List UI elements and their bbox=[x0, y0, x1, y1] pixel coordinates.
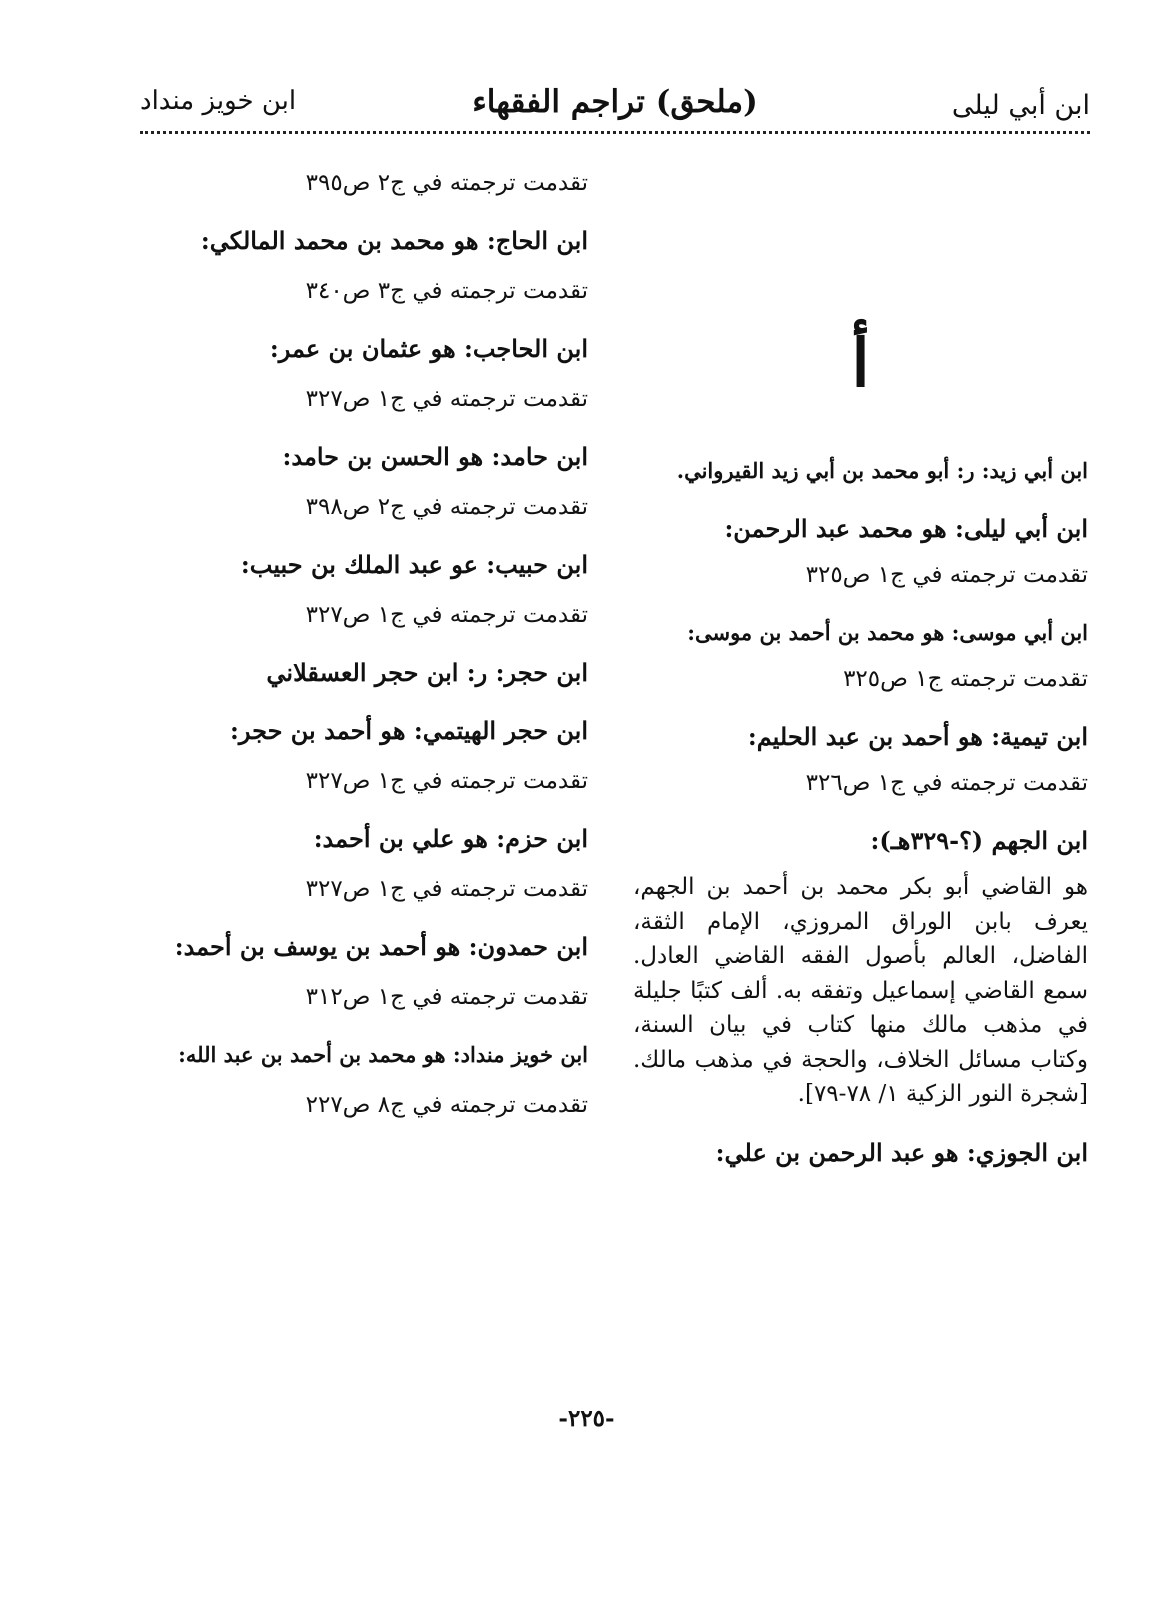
entry bbox=[633, 714, 1088, 806]
entry-heading: ابن أبي موسى: هو محمد بن أحمد بن موسى: bbox=[687, 620, 1088, 645]
entry-heading: ابن حامد: هو الحسن بن حامد: bbox=[282, 442, 588, 471]
entry-reference: تقدمت ترجمته في ج١ ص٣٢٧ bbox=[305, 602, 588, 628]
entry-reference: تقدمت ترجمته في ج٢ ص٣٩٥ bbox=[305, 170, 588, 196]
entry-heading: ابن حبيب: عو عبد الملك بن حبيب: bbox=[240, 550, 588, 579]
section-letter: أ bbox=[851, 324, 870, 402]
entry bbox=[128, 816, 588, 912]
entry-heading: ابن الحاج: هو محمد بن محمد المالكي: bbox=[200, 226, 588, 255]
entry-heading: ابن الحاجب: هو عثمان بن عمر: bbox=[269, 334, 588, 363]
page-number: -٢٢٥- bbox=[558, 1405, 615, 1432]
entry-reference: تقدمت ترجمته في ج١ ص٣٢٥ bbox=[805, 562, 1088, 588]
entry-heading: ابن حمدون: هو أحمد بن يوسف بن أحمد: bbox=[174, 932, 588, 961]
entry bbox=[633, 448, 1088, 494]
header-last-entry: ابن خويز منداد bbox=[140, 86, 297, 116]
entry bbox=[633, 610, 1088, 702]
entry-reference: تقدمت ترجمته في ج٨ ص٢٢٧ bbox=[305, 1092, 588, 1118]
entry bbox=[128, 326, 588, 422]
entry-reference: تقدمت ترجمته في ج١ ص٣٢٦ bbox=[805, 770, 1088, 796]
entry bbox=[128, 434, 588, 530]
entry bbox=[128, 218, 588, 314]
entry bbox=[633, 818, 1088, 1112]
entry-heading: ابن تيمية: هو أحمد بن عبد الحليم: bbox=[747, 722, 1088, 751]
entry-reference: تقدمت ترجمته في ج١ ص٣٢٧ bbox=[305, 768, 588, 794]
entry bbox=[128, 160, 588, 206]
entry bbox=[128, 650, 588, 696]
entry bbox=[633, 1130, 1088, 1176]
entry-reference: تقدمت ترجمته في ج٣ ص٣٤٠ bbox=[305, 278, 588, 304]
running-header bbox=[140, 80, 1090, 130]
entry bbox=[128, 542, 588, 638]
entry bbox=[128, 708, 588, 804]
entry-heading: ابن الجهم (؟-٣٢٩هـ): bbox=[870, 826, 1088, 855]
right-column bbox=[633, 150, 1088, 1188]
left-column bbox=[128, 160, 588, 1140]
header-dotted-rule bbox=[140, 131, 1090, 134]
header-title: (ملحق) تراجم الفقهاء bbox=[472, 84, 758, 120]
entry-reference: تقدمت ترجمته في ج١ ص٣٢٧ bbox=[305, 386, 588, 412]
entry-reference: تقدمت ترجمته في ج١ ص٣١٢ bbox=[305, 984, 588, 1010]
entry-heading: ابن حجر: ر: ابن حجر العسقلاني bbox=[266, 658, 588, 687]
entry bbox=[128, 1032, 588, 1128]
entry-reference: تقدمت ترجمته ج١ ص٣٢٥ bbox=[843, 666, 1088, 692]
entry-reference: تقدمت ترجمته في ج٢ ص٣٩٨ bbox=[305, 494, 588, 520]
entry bbox=[633, 506, 1088, 598]
entry-biography: هو القاضي أبو بكر محمد بن أحمد بن الجهم، يعرف بابن الوراق المروزي، الإمام الثقة، الفاضل، العالم بأصول الفقه القاضي العادل. سمع القاضي إسماعيل وتفقه به. ألف كتبًا جليلة في مذهب مالك منها كتاب في بيان السنة، وكتاب مسائل الخلاف، والحجة في مذهب مالك. [شجرة النور الزكية ١/ ٧٨-٧٩]. bbox=[633, 874, 1088, 1107]
entry-heading: ابن حزم: هو علي بن أحمد: bbox=[313, 824, 588, 853]
entry-heading: ابن أبي زيد: ر: أبو محمد بن أبي زيد القيرواني. bbox=[676, 458, 1088, 483]
entry-reference: تقدمت ترجمته في ج١ ص٣٢٧ bbox=[305, 876, 588, 902]
entry-heading: ابن الجوزي: هو عبد الرحمن بن علي: bbox=[715, 1137, 1088, 1167]
entry bbox=[128, 924, 588, 1020]
entry-heading: ابن أبي ليلى: هو محمد عبد الرحمن: bbox=[724, 514, 1088, 543]
entry-heading: ابن خويز منداد: هو محمد بن أحمد بن عبد الله: bbox=[178, 1042, 588, 1067]
entry-heading: ابن حجر الهيتمي: هو أحمد بن حجر: bbox=[230, 716, 588, 745]
header-first-entry: ابن أبي ليلى bbox=[951, 90, 1090, 121]
